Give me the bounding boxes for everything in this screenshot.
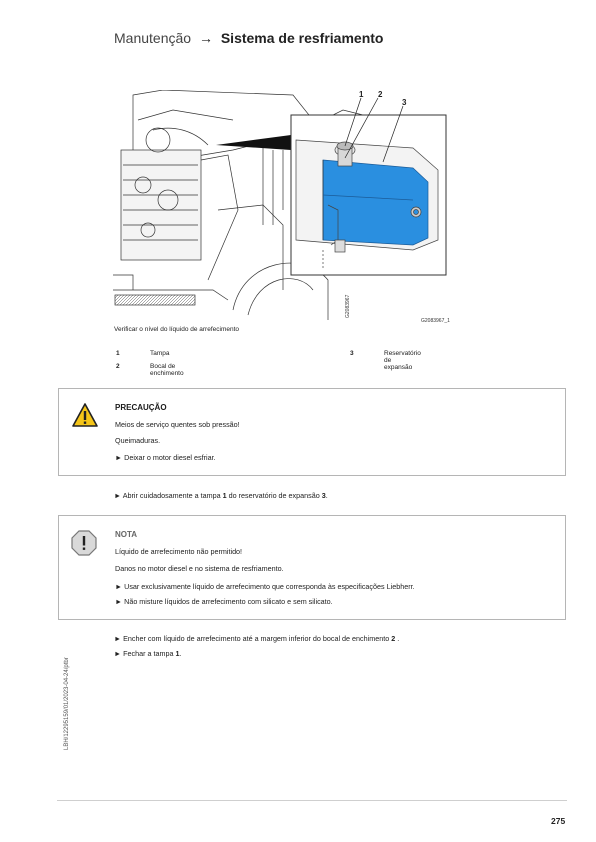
bullet-icon: ► bbox=[115, 597, 123, 606]
callout-3: 3 bbox=[402, 98, 407, 107]
note-line: Líquido de arrefecimento não permitido! bbox=[115, 547, 243, 556]
legend-label: Bocal de enchimento bbox=[150, 363, 184, 377]
legend-label: Tampa bbox=[150, 350, 170, 357]
figure-id: G2083967_1 bbox=[421, 318, 450, 324]
figure-caption: Verificar o nível do líquido de arrefecimento bbox=[114, 326, 240, 333]
breadcrumb bbox=[114, 30, 383, 46]
callout-2: 2 bbox=[378, 90, 383, 99]
breadcrumb-section: Manutenção bbox=[114, 30, 192, 46]
caution-action: ► Deixar o motor diesel esfriar. bbox=[115, 453, 216, 462]
note-title: NOTA bbox=[115, 530, 138, 539]
note-action: ► Usar exclusivamente líquido de arrefecimento que corresponda às especificações Liebherr. bbox=[115, 582, 415, 591]
note-box bbox=[58, 515, 566, 620]
note-octagon-icon bbox=[71, 530, 97, 556]
legend-num: 1 bbox=[116, 350, 120, 357]
caution-line: Meios de serviço quentes sob pressão! bbox=[115, 420, 240, 429]
figure-side-code: G2083967 bbox=[345, 294, 351, 318]
bullet-icon: ► bbox=[115, 453, 123, 462]
bullet-icon: ► bbox=[115, 582, 123, 591]
instruction-step: ► Abrir cuidadosamente a tampa 1 do reservatório de expansão 3. bbox=[114, 491, 328, 500]
document-code: LBH/12295159/01/2023-04-24/ptbr bbox=[64, 657, 70, 750]
bullet-icon: ► bbox=[114, 491, 122, 500]
warning-triangle-icon bbox=[71, 402, 99, 428]
caution-title: PRECAUÇÃO bbox=[115, 403, 167, 412]
note-line: Danos no motor diesel e no sistema de resfriamento. bbox=[115, 564, 284, 573]
note-action: ► Não misture líquidos de arrefecimento com silicato e sem silicato. bbox=[115, 597, 333, 606]
machine-illustration bbox=[113, 90, 448, 320]
coolant-reservoir-figure bbox=[113, 90, 448, 320]
instruction-step: ► Encher com líquido de arrefecimento até a margem inferior do bocal de enchimento 2 . bbox=[114, 634, 400, 643]
page-title: Sistema de resfriamento bbox=[220, 30, 384, 46]
bullet-icon: ► bbox=[114, 634, 122, 643]
caution-box bbox=[58, 388, 566, 476]
instruction-step: ► Fechar a tampa 1. bbox=[114, 649, 182, 658]
bullet-icon: ► bbox=[114, 649, 122, 658]
zoom-wedge bbox=[216, 135, 291, 150]
legend-label: Reservatório de expansão bbox=[384, 350, 421, 371]
legend-num: 2 bbox=[116, 363, 120, 370]
footer-divider bbox=[57, 800, 567, 801]
caution-line: Queimaduras. bbox=[115, 436, 161, 445]
page-number: 275 bbox=[551, 816, 566, 826]
callout-1: 1 bbox=[359, 90, 364, 99]
legend-num: 3 bbox=[350, 350, 354, 357]
breadcrumb-arrow-icon: → bbox=[198, 30, 213, 46]
